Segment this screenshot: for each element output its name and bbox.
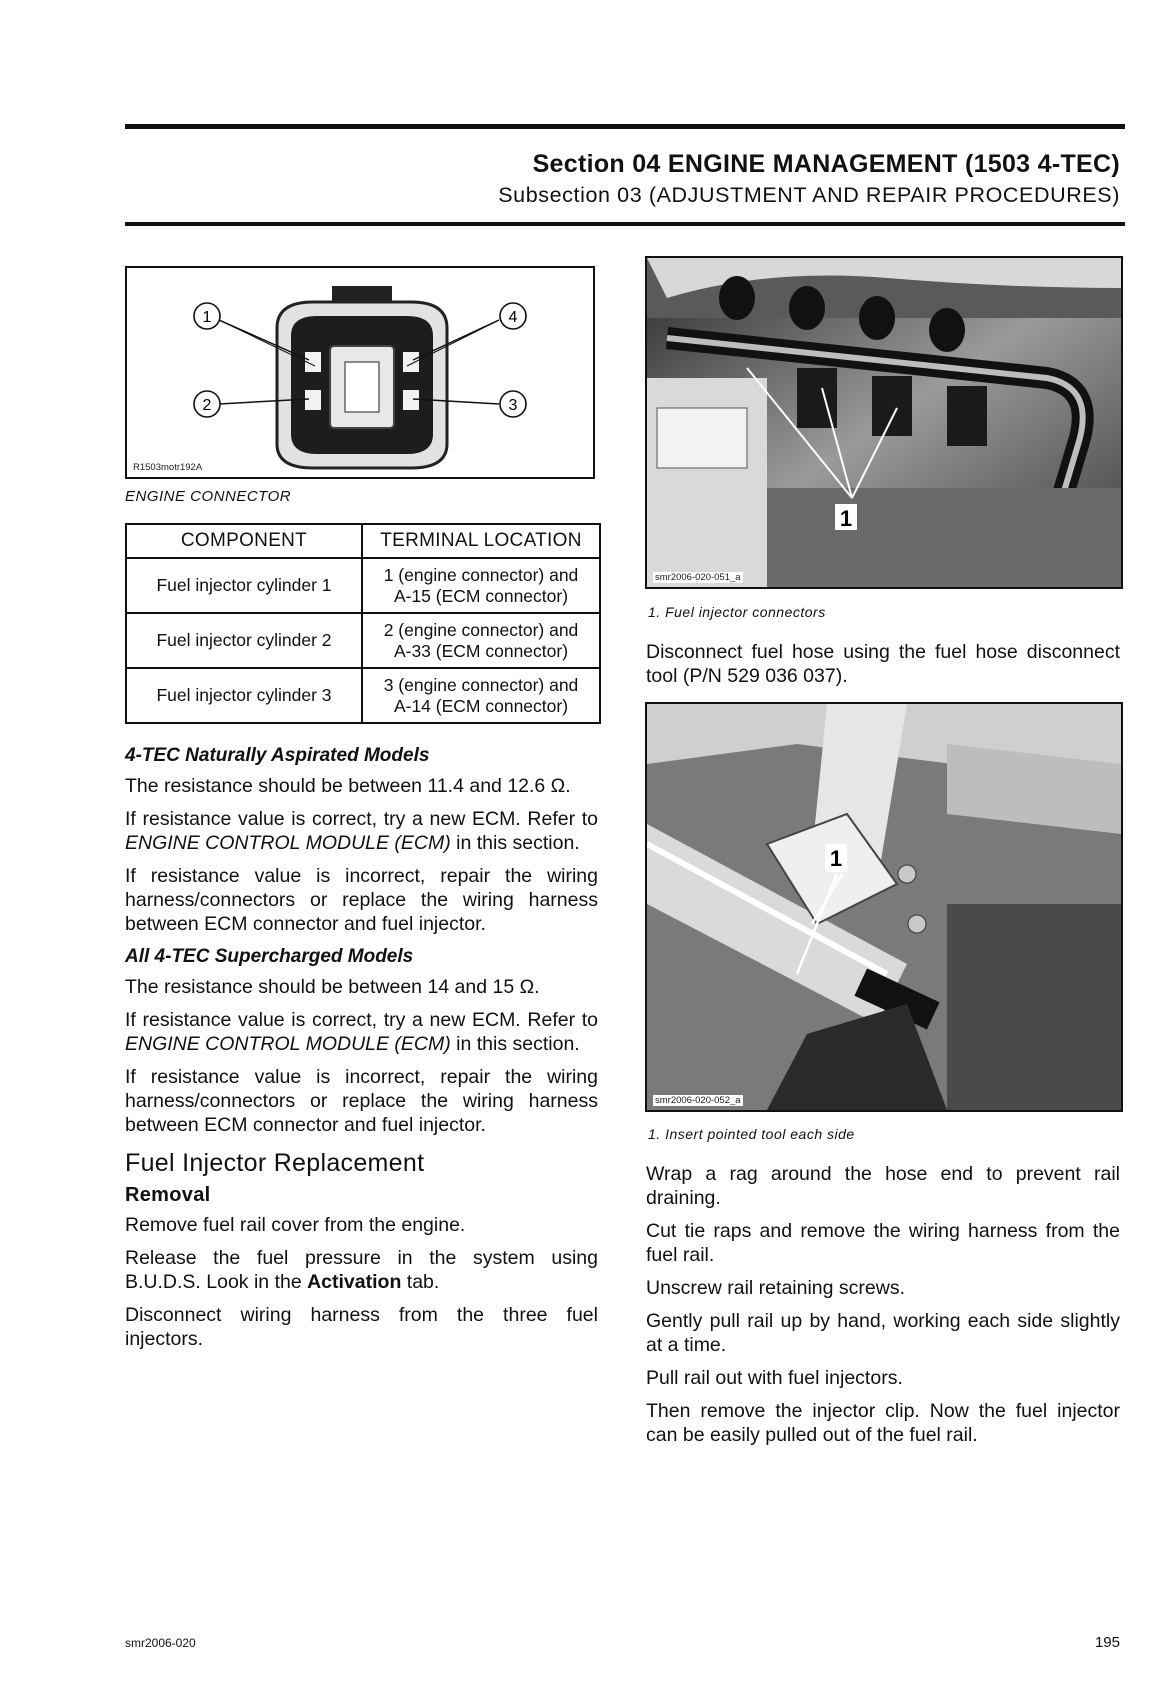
- callout-1-label: 1: [202, 309, 212, 326]
- cut-tie-raps-text: Cut tie raps and remove the wiring harness from the fuel rail.: [646, 1220, 1120, 1266]
- terminal-location-table: [125, 523, 601, 724]
- header-top-rule: [125, 124, 1125, 129]
- left-column-text: [125, 742, 598, 1360]
- section-title: Section 04 ENGINE MANAGEMENT (1503 4-TEC): [532, 150, 1120, 178]
- table-cell-component: Fuel injector cylinder 2: [126, 613, 362, 668]
- na-incorrect-text: If resistance value is incorrect, repair the wiring harness/connectors or replace the wiring harness between ECM connector and fuel injector.: [125, 865, 598, 935]
- correct-text-end: in this section.: [450, 1033, 580, 1055]
- callout-2-label: 2: [202, 397, 212, 414]
- na-correct-text: [125, 807, 598, 855]
- right-column-text-top: [646, 640, 1120, 697]
- na-resistance-text: The resistance should be between 11.4 and 12.6 Ω.: [125, 775, 571, 797]
- ecm-reference: ENGINE CONTROL MODULE (ECM): [125, 1033, 451, 1055]
- table-row: [126, 613, 600, 668]
- release-pressure-text: [125, 1246, 598, 1294]
- fuel-rail-caption: 1. Fuel injector connectors: [648, 604, 826, 620]
- fuel-rail-callout-1: 1: [839, 506, 853, 531]
- engine-connector-figure: [125, 266, 595, 479]
- subsection-title: Subsection 03 (ADJUSTMENT AND REPAIR PROCEDURES): [498, 183, 1120, 207]
- remove-clip-text: Then remove the injector clip. Now the fuel injector can be easily pulled out of the fuel rail.: [646, 1400, 1120, 1446]
- terminal-line-1: 3 (engine connector) and: [383, 674, 579, 695]
- terminal-line-1: 2 (engine connector) and: [383, 619, 579, 640]
- supercharged-heading: All 4-TEC Supercharged Models: [125, 946, 414, 967]
- terminal-line-2: A-14 (ECM connector): [393, 695, 569, 716]
- disconnect-harness-text: Disconnect wiring harness from the three fuel injectors.: [125, 1304, 598, 1350]
- disconnect-tool-figure-id: smr2006-020-052_a: [655, 1095, 741, 1106]
- tool-callout-1: 1: [829, 846, 843, 871]
- naturally-aspirated-heading: 4-TEC Naturally Aspirated Models: [125, 745, 430, 766]
- disconnect-tool-caption: 1. Insert pointed tool each side: [648, 1126, 855, 1142]
- callout-4-label: 4: [508, 309, 518, 326]
- table-cell-component: Fuel injector cylinder 1: [126, 558, 362, 613]
- release-text-end: tab.: [401, 1271, 440, 1293]
- right-column-text-bottom: [646, 1162, 1120, 1456]
- release-text-start: Release the fuel pressure in the system using B.U.D.S. Look in the: [125, 1247, 598, 1293]
- header-bottom-rule: [125, 222, 1125, 226]
- table-row: [126, 668, 600, 723]
- unscrew-screws-text: Unscrew rail retaining screws.: [646, 1277, 905, 1299]
- sc-incorrect-text: If resistance value is incorrect, repair the wiring harness/connectors or replace the wiring harness between ECM connector and fuel injector.: [125, 1066, 598, 1136]
- sc-resistance-text: The resistance should be between 14 and 15 Ω.: [125, 976, 540, 998]
- correct-text-start: If resistance value is correct, try a new ECM. Refer to: [125, 808, 598, 830]
- fuel-rail-figure-id: smr2006-020-051_a: [655, 572, 741, 583]
- correct-text-end: in this section.: [450, 832, 580, 854]
- table-cell-terminal-location: [362, 558, 600, 613]
- callout-3-label: 3: [508, 397, 518, 414]
- ecm-reference: ENGINE CONTROL MODULE (ECM): [125, 832, 451, 854]
- correct-text-start: If resistance value is correct, try a new ECM. Refer to: [125, 1009, 598, 1031]
- disconnect-tool-photo: [647, 704, 1121, 1110]
- table-row: [126, 558, 600, 613]
- sc-correct-text: [125, 1008, 598, 1056]
- disconnect-hose-text: Disconnect fuel hose using the fuel hose disconnect tool (P/N 529 036 037).: [646, 641, 1120, 687]
- table-cell-terminal-location: [362, 613, 600, 668]
- table-header-terminal-location: TERMINAL LOCATION: [362, 524, 600, 558]
- fuel-rail-figure: [645, 256, 1123, 589]
- removal-heading: Removal: [125, 1184, 211, 1206]
- page-number: 195: [1094, 1634, 1120, 1651]
- pull-rail-text: Pull rail out with fuel injectors.: [646, 1367, 903, 1389]
- remove-cover-text: Remove fuel rail cover from the engine.: [125, 1214, 466, 1236]
- table-cell-terminal-location: [362, 668, 600, 723]
- table-cell-component: Fuel injector cylinder 3: [126, 668, 362, 723]
- terminal-line-2: A-15 (ECM connector): [393, 585, 569, 606]
- engine-connector-caption: ENGINE CONNECTOR: [125, 488, 292, 505]
- terminal-line-1: 1 (engine connector) and: [383, 564, 579, 585]
- terminal-line-2: A-33 (ECM connector): [393, 640, 569, 661]
- gently-pull-text: Gently pull rail up by hand, working each side slightly at a time.: [646, 1310, 1120, 1356]
- table-header-component: COMPONENT: [126, 524, 362, 558]
- disconnect-tool-figure: [645, 702, 1123, 1112]
- activation-tab-label: Activation: [307, 1271, 402, 1293]
- fuel-rail-photo: [647, 258, 1121, 587]
- engine-connector-illustration: [127, 268, 593, 477]
- engine-connector-figure-id: R1503motr192A: [133, 462, 203, 473]
- footer-doc-code: smr2006-020: [125, 1636, 196, 1650]
- wrap-rag-text: Wrap a rag around the hose end to prevent rail draining.: [646, 1163, 1120, 1209]
- fuel-injector-replacement-heading: Fuel Injector Replacement: [125, 1149, 425, 1177]
- table-header-row: [126, 524, 600, 558]
